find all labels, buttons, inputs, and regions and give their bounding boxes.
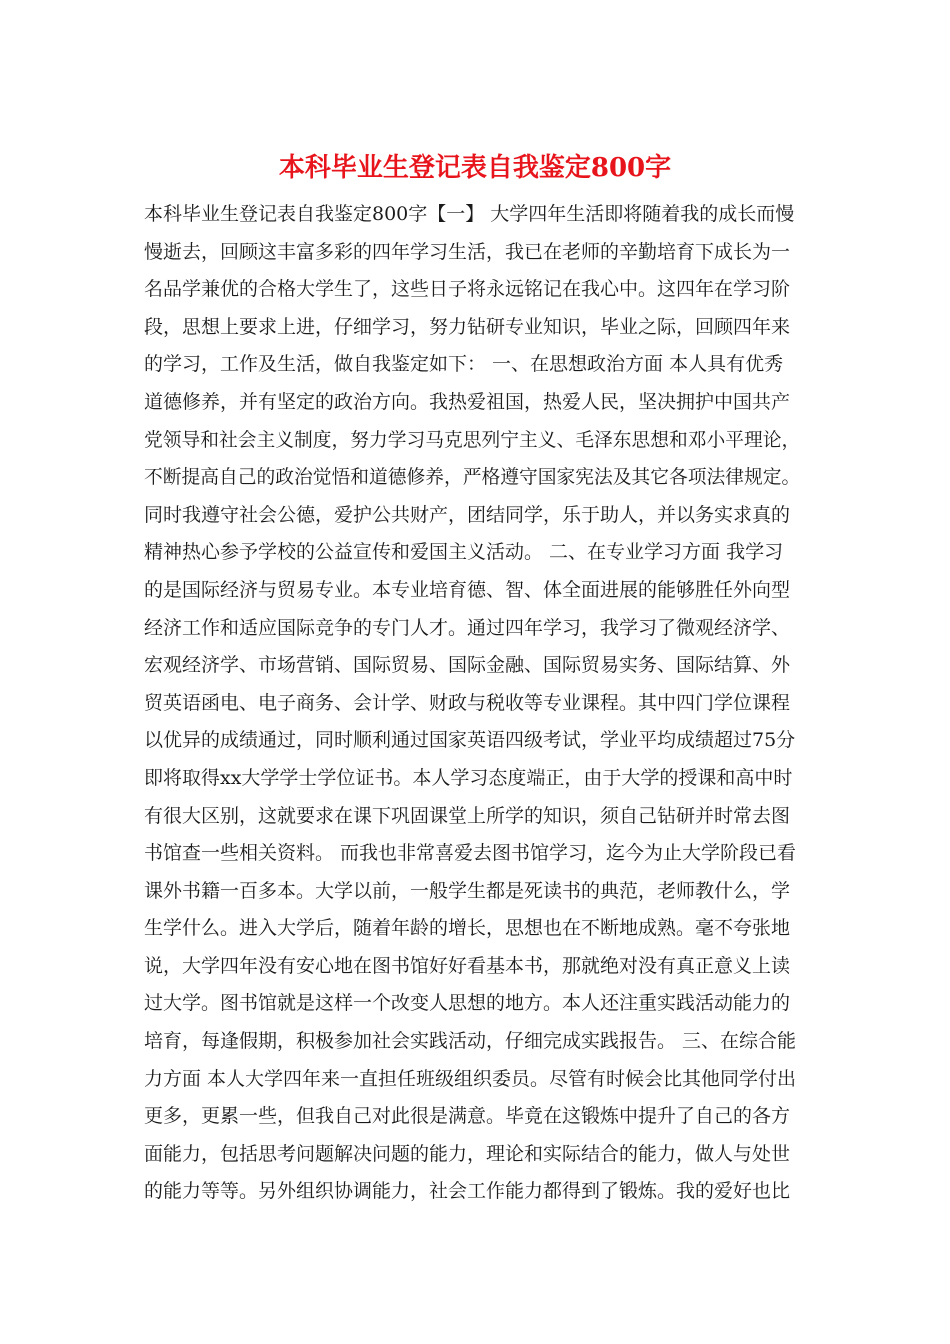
text-line: 力方面 本人大学四年来一直担任班级组织委员。尽管有时候会比其他同学付出 xyxy=(144,1067,797,1090)
text-line: 过大学。图书馆就是这样一个改变人思想的地方。本人还注重实践活动能力的 xyxy=(144,992,791,1015)
text-line: 即将取得xx大学学士学位证书。本人学习态度端正，由于大学的授课和高中时 xyxy=(144,766,793,789)
text-line: 精神热心参予学校的公益宣传和爱国主义活动。 二、在专业学习方面 我学习 xyxy=(144,541,784,564)
text-line: 经济工作和适应国际竞争的专门人才。通过四年学习，我学习了微观经济学、 xyxy=(144,616,791,639)
text-line: 段，思想上要求上进，仔细学习，努力钻研专业知识，毕业之际，回顾四年来 xyxy=(144,315,791,338)
text-line: 同时我遵守社会公德，爱护公共财产，团结同学，乐于助人，并以务实求真的 xyxy=(144,503,791,526)
text-line: 课外书籍一百多本。大学以前，一般学生都是死读书的典范，老师教什么，学 xyxy=(144,879,791,902)
text-line: 生学什么。进入大学后，随着年龄的增长，思想也在不断地成熟。毫不夸张地 xyxy=(144,917,791,940)
text-line: 宏观经济学、市场营销、国际贸易、国际金融、国际贸易实务、国际结算、外 xyxy=(144,654,791,677)
text-line: 的能力等等。另外组织协调能力，社会工作能力都得到了锻炼。我的爱好也比 xyxy=(144,1180,791,1203)
text-line: 书馆查一些相关资料。 而我也非常喜爱去图书馆学习，迄今为止大学阶段已看 xyxy=(144,842,797,865)
text-line: 本科毕业生登记表自我鉴定800字【一】 大学四年生活即将随着我的成长而慢 xyxy=(144,203,795,225)
text-line: 名品学兼优的合格大学生了，这些日子将永远铭记在我心中。这四年在学习阶 xyxy=(144,278,791,301)
text-line: 贸英语函电、电子商务、会计学、财政与税收等专业课程。其中四门学位课程 xyxy=(144,691,791,714)
text-line: 道德修养，并有坚定的政治方向。我热爱祖国，热爱人民，坚决拥护中国共产 xyxy=(144,390,791,413)
text-line: 面能力，包括思考问题解决问题的能力，理论和实际结合的能力，做人与处世 xyxy=(144,1142,791,1165)
text-line: 说，大学四年没有安心地在图书馆好好看基本书，那就绝对没有真正意义上读 xyxy=(144,954,791,977)
text-line: 的是国际经济与贸易专业。本专业培育德、智、体全面进展的能够胜任外向型 xyxy=(144,578,791,601)
text-line: 的学习，工作及生活，做自我鉴定如下： 一、在思想政治方面 本人具有优秀 xyxy=(144,353,784,376)
text-line: 不断提高自己的政治觉悟和道德修养，严格遵守国家宪法及其它各项法律规定。 xyxy=(144,467,801,489)
text-line: 更多，更累一些，但我自己对此很是满意。毕竟在这锻炼中提升了自己的各方 xyxy=(144,1105,791,1128)
text-line: 慢逝去，回顾这丰富多彩的四年学习生活，我已在老师的辛勤培育下成长为一 xyxy=(144,240,791,263)
text-line: 有很大区别，这就要求在课下巩固课堂上所学的知识，须自己钻研并时常去图 xyxy=(144,804,791,827)
text-line: 党领导和社会主义制度，努力学习马克思列宁主义、毛泽东思想和邓小平理论， xyxy=(144,429,801,451)
text-line: 以优异的成绩通过，同时顺利通过国家英语四级考试，学业平均成绩超过75分 xyxy=(144,729,796,752)
text-line: 培育，每逢假期，积极参加社会实践活动，仔细完成实践报告。 三、在综合能 xyxy=(144,1030,797,1053)
document-title: 本科毕业生登记表自我鉴定800字 xyxy=(278,153,672,183)
document-body xyxy=(144,196,808,1211)
